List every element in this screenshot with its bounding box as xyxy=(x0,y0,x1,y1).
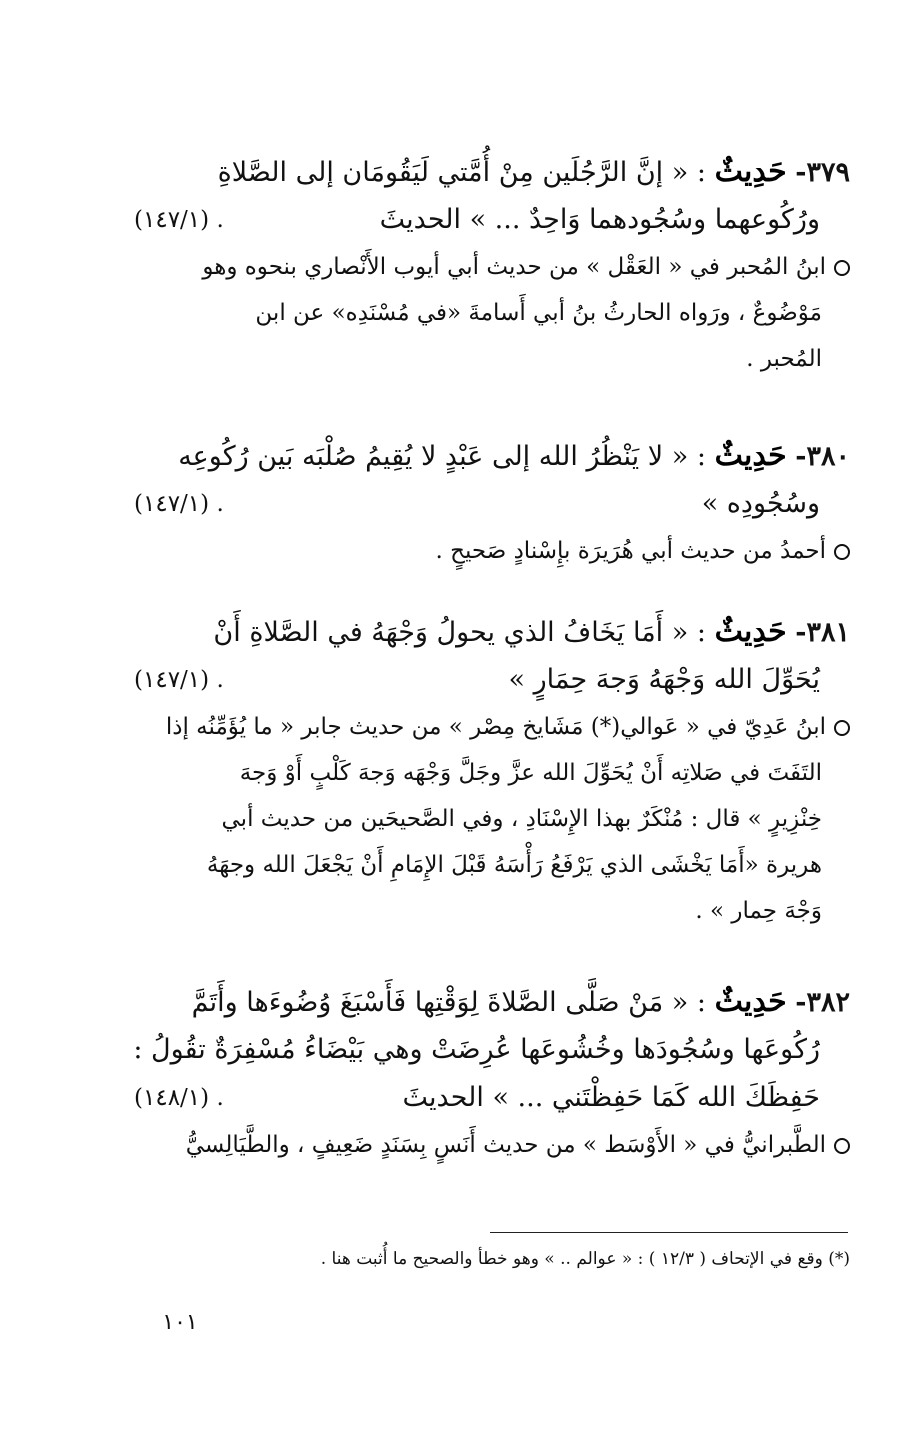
hadith-line xyxy=(128,196,850,244)
circle-bullet-icon xyxy=(834,720,850,736)
hadith-line xyxy=(128,608,850,656)
commentary-line xyxy=(128,796,850,842)
hadith-text: ورُكُوعهما وسُجُودهما وَاحِدٌ ... » الحديثَ xyxy=(379,204,820,235)
commentary-text: وَجْهَ حِمار » . xyxy=(695,898,822,924)
reference: (١٤٧/١) . xyxy=(134,491,224,517)
hadith-entry-382 xyxy=(128,978,850,1168)
hadith-text: : « إنَّ الرَّجُلَين مِنْ أُمَّتي لَيَقُومَان إلى الصَّلاةِ xyxy=(217,157,706,188)
commentary-text: الطَّبرانيُّ في « الأَوْسَط » من حديث أَنَسٍ بِسَنَدٍ ضَعِيفٍ ، والطَّيَالِسيُّ xyxy=(185,1132,826,1158)
commentary-line xyxy=(128,750,850,796)
hadith-line xyxy=(128,480,850,528)
commentary-line xyxy=(128,244,850,290)
commentary-line xyxy=(128,842,850,888)
commentary-text: مَوْضُوعٌ ، ورَواه الحارثُ بنُ أبي أَسامةَ «في مُسْنَدِه» عن ابن xyxy=(255,300,822,326)
hadith-line xyxy=(128,656,850,704)
hadith-number: ٣٨٠- xyxy=(795,441,850,472)
commentary-text: ابنُ المُحبر في « العَقْل » من حديث أبي أيوب الأَنْصاري بنحوه وهو xyxy=(202,254,826,280)
commentary-text: المُحبر . xyxy=(746,346,822,372)
hadith-text: يُحَوِّلَ الله وَجْهَهُ وَجهَ حِمَارٍ » xyxy=(508,664,820,695)
hadith-entry-379 xyxy=(128,148,850,382)
hadith-text: : « مَنْ صَلَّى الصَّلاةَ لِوَقْتِها فَأَسْبَغَ وُضُوءَها وأَتَمَّ xyxy=(191,987,706,1018)
commentary-text: التَفَتَ في صَلاتِه أَنْ يُحَوِّلَ الله عزَّ وجَلَّ وَجْهَه وَجهَ كَلْبٍ أَوْ وَجهَ xyxy=(239,760,822,786)
commentary-line xyxy=(128,528,850,574)
hadith-text: : « أَمَا يَخَافُ الذي يحولُ وَجْهَهُ في الصَّلاةِ أَنْ xyxy=(213,617,706,648)
circle-bullet-icon xyxy=(834,260,850,276)
hadith-line xyxy=(128,148,850,196)
commentary-text: ابنُ عَدِيّ في « عَوالي(*) مَشَايخ مِصْر » من حديث جابر « ما يُؤَمِّنُه إذا xyxy=(165,714,826,740)
commentary-text: هريرة «أَمَا يَخْشَى الذي يَرْفَعُ رَأْسَهُ قَبْلَ الإِمَامِ أَنْ يَجْعَلَ الله وجهَهُ xyxy=(206,852,822,878)
hadith-number: ٣٨٢- xyxy=(795,987,850,1018)
circle-bullet-icon xyxy=(834,544,850,560)
reference: (١٤٧/١) . xyxy=(134,667,224,693)
hadith-label: حَدِيثٌ xyxy=(714,438,787,473)
commentary-line xyxy=(128,888,850,934)
commentary-line xyxy=(128,704,850,750)
reference: (١٤٨/١) . xyxy=(134,1085,224,1111)
footnote: (*) وقع في الإتحاف ( ١٢/٣ ) : « عوالم .. » وهو خطأ والصحيح ما أُثبت هنا . xyxy=(320,1249,850,1269)
hadith-line xyxy=(128,978,850,1026)
commentary-line xyxy=(128,290,850,336)
hadith-text: وسُجُودِه » xyxy=(701,488,820,519)
reference: (١٤٧/١) . xyxy=(134,207,224,233)
circle-bullet-icon xyxy=(834,1138,850,1154)
footnote-divider xyxy=(490,1232,848,1233)
hadith-entry-380 xyxy=(128,432,850,574)
hadith-line xyxy=(128,1026,850,1074)
commentary-text: خِنْزِيرٍ » قال : مُنْكَرٌ بهذا الإِسْنَادِ ، وفي الصَّحيحَين من حديث أبي xyxy=(221,806,822,832)
hadith-label: حَدِيثٌ xyxy=(714,984,787,1019)
hadith-text: حَفِظَكَ الله كَمَا حَفِظْتَني ... » الحديثَ xyxy=(402,1082,820,1113)
commentary-text: أحمدُ من حديث أبي هُرَيرَة بإِسْنادٍ صَحيحٍ . xyxy=(435,538,826,564)
hadith-text: : « لا يَنْظُرُ الله إلى عَبْدٍ لا يُقِيمُ صُلْبَه بَين رُكُوعِه xyxy=(178,441,706,472)
hadith-text: رُكُوعَها وسُجُودَها وخُشُوعَها عُرِضَتْ وهي بَيْضَاءُ مُسْفِرَةٌ تقُولُ : xyxy=(133,1034,820,1065)
commentary-line xyxy=(128,336,850,382)
hadith-label: حَدِيثٌ xyxy=(714,154,787,189)
commentary-line xyxy=(128,1122,850,1168)
hadith-label: حَدِيثٌ xyxy=(714,614,787,649)
hadith-line xyxy=(128,432,850,480)
hadith-entry-381 xyxy=(128,608,850,934)
hadith-line xyxy=(128,1074,850,1122)
page-number: ١٠١ xyxy=(162,1310,198,1335)
hadith-number: ٣٨١- xyxy=(795,617,850,648)
hadith-number: ٣٧٩- xyxy=(795,157,850,188)
